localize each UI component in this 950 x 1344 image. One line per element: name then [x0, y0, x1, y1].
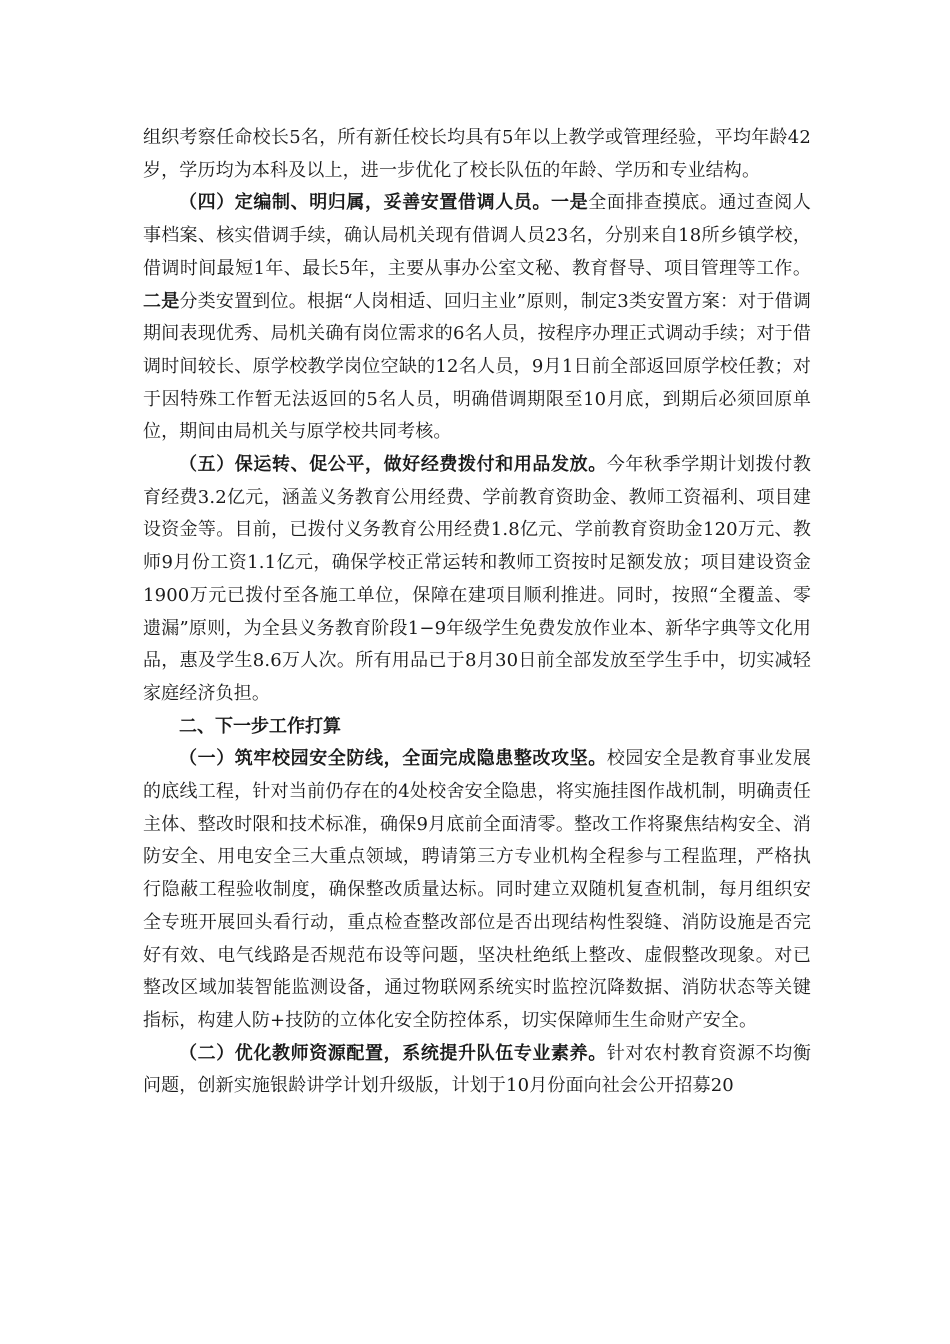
paragraph-text: 针对农村教育资源不均衡问题，创新实施银龄讲学计划升级版，计划于10月份面向社会公开招募20: [143, 1042, 811, 1097]
paragraph-seconded-staff: [143, 187, 811, 449]
point-two-text: 分类安置到位。根据“人岗相适、回归主业”原则，制定3类安置方案：对于借调期间表现优秀、局机关确有岗位需求的6名人员，按程序办理正式调动手续；对于借调时间较长、原学校教学岗位空缺的12名人员，9月1日前全部返回原学校任教；对于因特殊工作暂无法返回的5名人员，明确借调期限至10月底，到期后必须回原单位，期间由局机关与原学校共同考核。: [143, 290, 811, 443]
paragraph-text: 今年秋季学期计划拨付教育经费3.2亿元，涵盖义务教育公用经费、学前教育资助金、教师工资福利、项目建设资金等。目前，已拨付义务教育公用经费1.8亿元、学前教育资助金120万元、教师9月份工资1.1亿元，确保学校正常运转和教师工资按时足额发放；项目建设资金1900万元已拨付至各施工单位，保障在建项目顺利推进。同时，按照“全覆盖、零遗漏”原则，为全县义务教育阶段1−9年级学生免费发放作业本、新华字典等文化用品，惠及学生8.6万人次。所有用品已于8月30日前全部发放至学生手中，切实减轻家庭经济负担。: [143, 454, 811, 704]
point-two-label: 二是: [143, 290, 180, 312]
point-one-text: 全面排查摸底。通过查阅人事档案、核实借调手续，确认局机关现有借调人员23名，分别来自18所乡镇学校，借调时间最短1年、最长5年，主要从事办公室文秘、教育督导、项目管理等工作。: [143, 192, 811, 279]
paragraph-heading: （一）筑牢校园安全防线，全面完成隐患整改攻坚。: [179, 748, 607, 770]
paragraph-campus-safety: [143, 743, 811, 1037]
paragraph-heading: （四）定编制、明归属，妥善安置借调人员。: [179, 192, 552, 214]
paragraph-heading: （五）保运转、促公平，做好经费拨付和用品发放。: [179, 454, 607, 476]
paragraph-principal-appointment: [143, 122, 811, 187]
paragraph-text: 校园安全是教育事业发展的底线工程，针对当前仍存在的4处校舍安全隐患，将实施挂图作战机制，明确责任主体、整改时限和技术标准，确保9月底前全面清零。整改工作将聚焦结构安全、消防安全、用电安全三大重点领域，聘请第三方专业机构全程参与工程监理，严格执行隐蔽工程验收制度，确保整改质量达标。同时建立双随机复查机制，每月组织安全专班开展回头看行动，重点检查整改部位是否出现结构性裂缝、消防设施是否完好有效、电气线路是否规范布设等问题，坚决杜绝纸上整改、虚假整改现象。对已整改区域加装智能监测设备，通过物联网系统实时监控沉降数据、消防状态等关键指标，构建人防+技防的立体化安全防控体系，切实保障师生生命财产安全。: [143, 748, 811, 1031]
paragraph-text: 组织考察任命校长5名，所有新任校长均具有5年以上教学或管理经验，平均年龄42岁，学历均为本科及以上，进一步优化了校长队伍的年龄、学历和专业结构。: [143, 127, 811, 181]
paragraph-heading: （二）优化教师资源配置，系统提升队伍专业素养。: [179, 1042, 607, 1064]
paragraph-teacher-resources: [143, 1038, 811, 1103]
section-heading-next-steps: 二、下一步工作打算: [179, 715, 341, 737]
paragraph-funding-supplies: [143, 449, 811, 711]
point-one-label: 一是: [551, 192, 589, 214]
document-body: [143, 122, 811, 1103]
